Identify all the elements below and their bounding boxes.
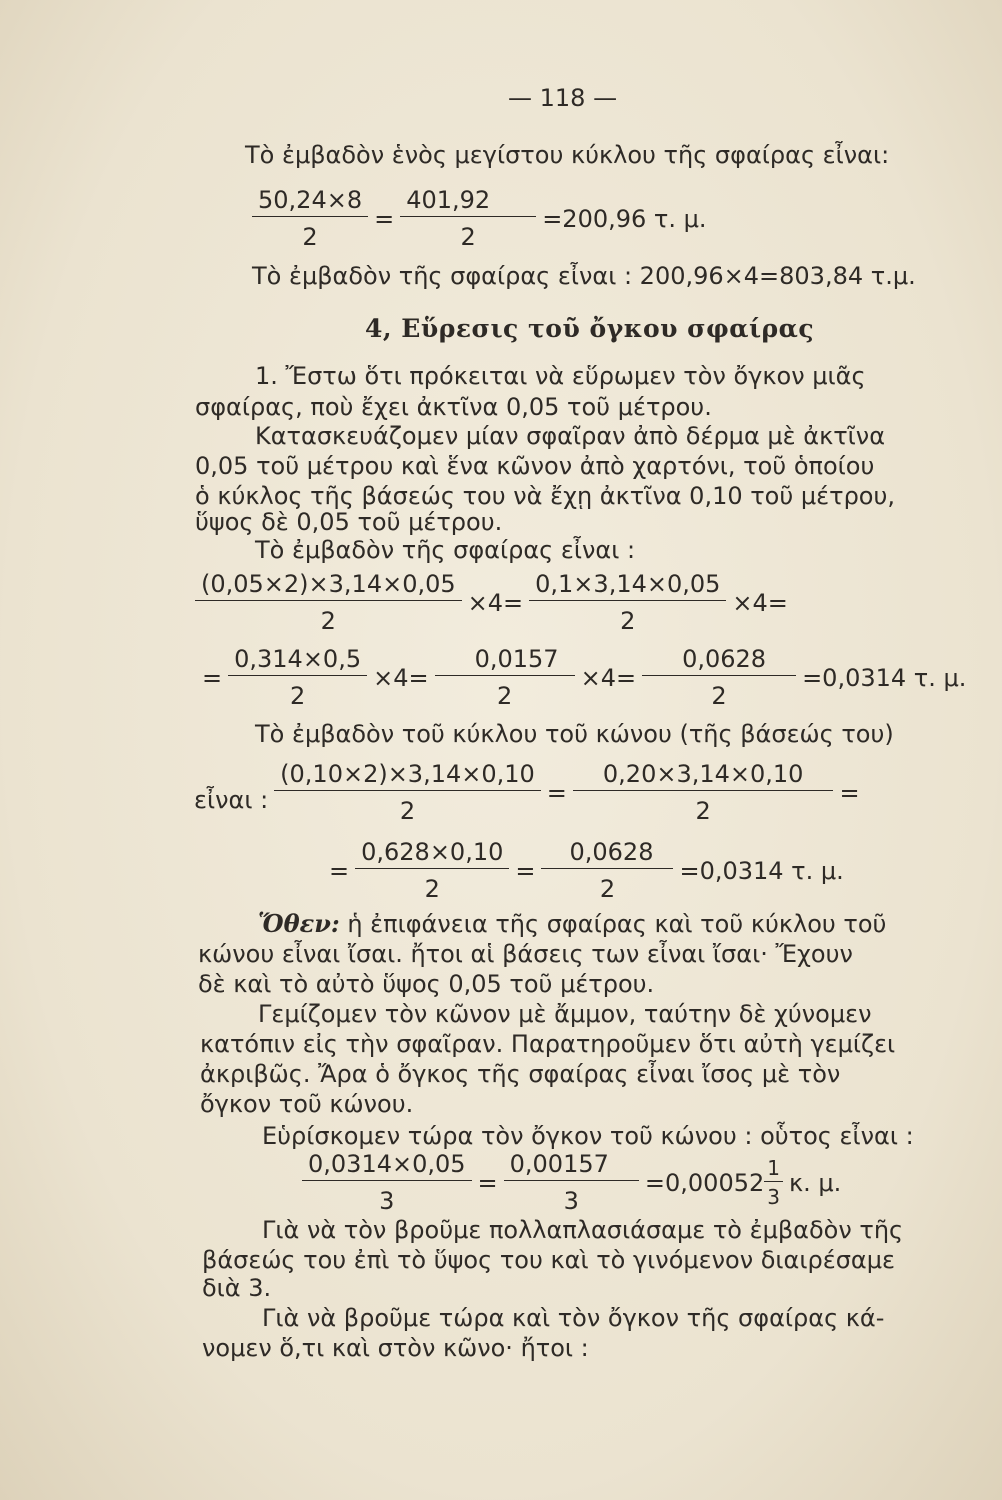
fraction: $\frac{0,00157}{3}$ (504, 1150, 639, 1215)
fraction: $\frac{0,0314\times 0,05}{3}$ (302, 1150, 472, 1215)
para6-line: νομεν ὅ,τι καὶ στὸν κῶνο· ἤτοι : (202, 1334, 589, 1362)
fraction: $\frac{0,0628}{2}$ (642, 645, 796, 710)
para5-line: διὰ 3. (202, 1274, 272, 1302)
para4-line: ἀκριβῶς. Ἄρα ὁ ὄγκος τῆς σφαίρας εἶναι ἴσος μὲ τὸν (200, 1060, 841, 1088)
para2-line: 0,05 τοῦ μέτρου καὶ ἕνα κῶνον ἀπὸ χαρτόνι, τοῦ ὁποίου (195, 452, 875, 480)
fraction: $\frac{0,628\times 0,10}{2}$ (355, 838, 509, 903)
para2-line: ὕψος δὲ 0,05 τοῦ μέτρου. (195, 508, 503, 536)
para3-line: Ὅθεν: ἡ ἐπιφάνεια τῆς σφαίρας καὶ τοῦ κύκλου τοῦ (258, 909, 887, 938)
fraction: $\frac{0,20\times 3,14\times 0,10}{2}$ (573, 760, 834, 825)
area-intro: Τὸ ἐμβαδὸν ἑνὸς μεγίστου κύκλου τῆς σφαίρας εἶναι: (245, 141, 890, 169)
para2-line: Κατασκευάζομεν μίαν σφαῖραν ἀπὸ δέρμα μὲ ἀκτῖνα (255, 422, 886, 450)
fraction: $\frac{(0,10\times 2)\times 3,14\times 0,10}{2}$ (274, 760, 541, 825)
equation-3: = $\frac{0,314\times 0,5}{2}$ ×4= $\frac{0,0157}{2}$ ×4= $\frac{0,0628}{2}$ =0,0314 τ. μ. (202, 645, 967, 710)
area-line-2: Τὸ ἐμβαδὸν τῆς σφαίρας εἶναι : (255, 536, 636, 564)
fraction: $\frac{0,0628}{2}$ (541, 838, 673, 903)
para2-line: ὁ κύκλος τῆς βάσεώς του νὰ ἔχῃ ἀκτῖνα 0,10 τοῦ μέτρου, (195, 482, 896, 510)
circle-line: Τὸ ἐμβαδὸν τοῦ κύκλου τοῦ κώνου (τῆς βάσεώς του) (255, 720, 894, 748)
fraction: $\frac{0,1\times 3,14\times 0,05}{2}$ (529, 570, 726, 635)
fraction: $\frac{(0,05\times 2)\times 3,14\times 0,05}{2}$ (195, 570, 462, 635)
section-heading: 4, Εὕρεσις τοῦ ὄγκου σφαίρας (365, 314, 815, 343)
para5-line: Γιὰ νὰ τὸν βροῦμε πολλαπλασιάσαμε τὸ ἐμβαδὸν τῆς (262, 1216, 904, 1244)
equation-4: εἶναι : $\frac{(0,10\times 2)\times 3,14\times 0,10}{2}$ = $\frac{0,20\times 3,14\times 0,10}{2}$ = (194, 760, 860, 825)
equation-1: $\frac{50,24\times 8}{2}$ = $\frac{401,92}{2}$ =200,96 τ. μ. (250, 186, 711, 251)
para3-line: κώνου εἶναι ἴσαι. ἤτοι αἱ βάσεις των εἶναι ἴσαι· Ἔχουν (198, 940, 853, 968)
page-number: — 118 — (508, 84, 618, 112)
para3-line: δὲ καὶ τὸ αὐτὸ ὕψος 0,05 τοῦ μέτρου. (198, 970, 655, 998)
fraction: $\frac{0,0157}{2}$ (435, 645, 575, 710)
fraction: $\frac{50,24\times 8}{2}$ (252, 186, 368, 251)
para6-line: Γιὰ νὰ βροῦμε τώρα καὶ τὸν ὄγκον τῆς σφαίρας κά- (262, 1304, 885, 1332)
equation-2: $\frac{(0,05\times 2)\times 3,14\times 0,05}{2}$ ×4= $\frac{0,1\times 3,14\times 0,05}{2}$ ×4= (193, 570, 792, 635)
equation-5: = $\frac{0,628\times 0,10}{2}$ = $\frac{0,0628}{2}$ =0,0314 τ. μ. (329, 838, 844, 903)
para1-line: 1. Ἔστω ὅτι πρόκειται νὰ εὕρωμεν τὸν ὄγκον μιᾶς (255, 362, 866, 390)
cone-line: Εὑρίσκομεν τώρα τὸν ὄγκον τοῦ κώνου : οὗτος εἶναι : (262, 1122, 914, 1150)
equation-6: $\frac{0,0314\times 0,05}{3}$ = $\frac{0,00157}{3}$ =0,00052 $\frac{1}{3}$ κ. μ. (300, 1150, 845, 1215)
para4-line: κατόπιν εἰς τὴν σφαῖραν. Παρατηροῦμεν ὅτι αὐτὴ γεμίζει (200, 1030, 896, 1058)
para5-line: βάσεώς του ἐπὶ τὸ ὕψος του καὶ τὸ γινόμενον διαιρέσαμε (202, 1246, 895, 1274)
para1-line: σφαίρας, ποὺ ἔχει ἀκτῖνα 0,05 τοῦ μέτρου. (195, 393, 712, 421)
para3-lead: Ὅθεν: (258, 909, 340, 938)
fraction: $\frac{1}{3}$ (764, 1156, 783, 1209)
para4-line: ὄγκον τοῦ κώνου. (200, 1090, 414, 1118)
para4-line: Γεμίζομεν τὸν κῶνον μὲ ἄμμον, ταύτην δὲ χύνομεν (258, 1000, 872, 1028)
sphere-area-line: Τὸ ἐμβαδὸν τῆς σφαίρας εἶναι : 200,96×4=803,84 τ.μ. (252, 262, 916, 290)
fraction: $\frac{0,314\times 0,5}{2}$ (228, 645, 367, 710)
fraction: $\frac{401,92}{2}$ (400, 186, 536, 251)
